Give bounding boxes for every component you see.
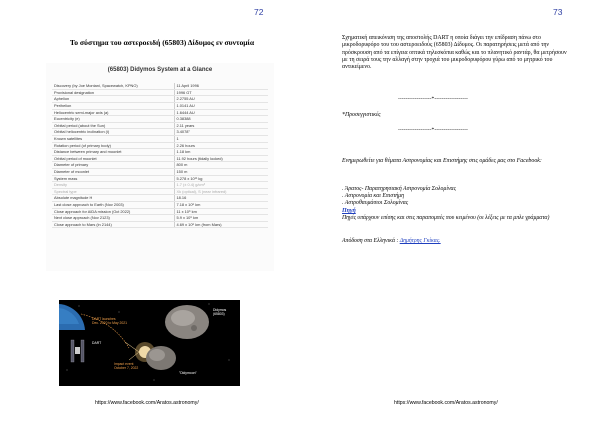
fact-row xyxy=(52,142,268,149)
fact-value: 4.69 x 10⁶ km (from Mars) xyxy=(174,221,268,228)
fact-value: 5.9 x 10⁶ km xyxy=(174,215,268,222)
group-item: . Αστρονομία και Επιστήμη xyxy=(342,193,404,200)
didymos-fact-sheet xyxy=(46,63,274,271)
fact-label: Orbital period of moonlet xyxy=(52,155,174,162)
group-item: . Αστροθαυμάσιοι Σολομίνας xyxy=(342,200,409,207)
fact-table xyxy=(52,83,268,228)
fact-label: Density xyxy=(52,182,174,189)
source-heading[interactable]: Πηγή xyxy=(342,208,356,214)
page-title: Το σύστημα του αστεροειδή (65803) Δίδυμος εν συντομία xyxy=(69,38,255,47)
fact-row xyxy=(52,188,268,195)
fact-value: 3.4078° xyxy=(174,129,268,136)
translation-credit xyxy=(342,238,441,244)
fact-label: Rotation period (of primary body) xyxy=(52,142,174,149)
fact-value: 18.16 xyxy=(174,195,268,202)
group-list xyxy=(342,186,456,208)
fact-row xyxy=(52,201,268,208)
fact-label: Provisional designation xyxy=(52,89,174,96)
fact-row xyxy=(52,182,268,189)
fact-label: Known satellites xyxy=(52,136,174,143)
fact-row xyxy=(52,103,268,110)
fact-sheet-title: (65803) Didymos System at a Glance xyxy=(107,67,213,73)
fact-row xyxy=(52,215,268,222)
fact-label: Close approach to Mars (in 2144) xyxy=(52,221,174,228)
fact-row xyxy=(52,175,268,182)
label-dart-launch: DART launches Dec. 2020 to May 2021 xyxy=(92,317,128,325)
fact-value: 1.7 (± 0.4) g/cm³ xyxy=(174,182,268,189)
footnote: *Προσεγγιστικές xyxy=(342,112,381,118)
fact-row xyxy=(52,195,268,202)
fact-label: Diameter of moonlet xyxy=(52,168,174,175)
fact-value: 1.18 km xyxy=(174,149,268,156)
fact-label: Discovery (by Joe Montani, Spacewatch, KPNO) xyxy=(52,83,174,89)
fact-label: Spectral type xyxy=(52,188,174,195)
fact-value: 7.18 x 10⁶ km xyxy=(174,201,268,208)
fact-value: 0.38388 xyxy=(174,116,268,123)
fact-label: Distance between primary and moonlet xyxy=(52,149,174,156)
fact-label: Last close approach to Earth (Nov 2003) xyxy=(52,201,174,208)
fact-row xyxy=(52,116,268,123)
separator: ------------------*------------------ xyxy=(398,96,468,102)
caption-paragraph: Σχηματική απεικόνιση της αποστολής DART η οποία διάγει την επίδραση πάνω στο μικροδορυφόρο του του αστεροειδούς (65803) Δίδυμος. Οι παρατηρήσεις μετά από την πρόσκρουση από τα επίγεια οπτικά τηλεσκόπια καθώς και το πλανητικό ραντάρ, θα μετρήσουν με τη σειρά τους την αλλαγή στην τροχιά του μικροδορυφόρου γύρω από το μητρικό του αντικείμενο. xyxy=(342,35,567,71)
fact-label: Close approach for AIDA mission (Oct 2022) xyxy=(52,208,174,215)
translator-link[interactable]: Δημήτρης Γκίκας. xyxy=(399,238,441,244)
fact-row xyxy=(52,208,268,215)
fact-row xyxy=(52,168,268,175)
fact-label: Next close approach (Nov 2123) xyxy=(52,215,174,222)
translation-prefix: Απόδοση στα Ελληνικά : xyxy=(342,238,400,244)
fact-label: System mass xyxy=(52,175,174,182)
fact-value: 2.2755 AU xyxy=(174,96,268,103)
fact-value: 1.0141 AU xyxy=(174,103,268,110)
fact-value: 800 m xyxy=(174,162,268,169)
fact-label: Orbital heliocentric inclination (i) xyxy=(52,129,174,136)
fact-row xyxy=(52,162,268,169)
footer-link[interactable]: https://www.facebook.com/Aratos.astronomy/ xyxy=(95,400,199,406)
fact-label: Absolute magnitude H xyxy=(52,195,174,202)
label-dart: DART xyxy=(92,341,102,345)
fact-label: Aphelion xyxy=(52,96,174,103)
fact-label: Perihelion xyxy=(52,103,174,110)
fact-value: 5.278 x 10¹¹ kg xyxy=(174,175,268,182)
fact-row xyxy=(52,136,268,143)
label-didymos: Didymos (65803) xyxy=(213,308,227,316)
source-text: Πηγές υπάρχουν επίσης και στις παραπομπές που κειμένου (οι λέξεις με τα μπλε γράμματα) xyxy=(342,215,550,221)
fact-label: Eccentricity (e) xyxy=(52,116,174,123)
fact-label: Diameter of primary xyxy=(52,162,174,169)
fact-row xyxy=(52,149,268,156)
fact-row xyxy=(52,122,268,129)
footer-link[interactable]: https://www.facebook.com/Aratos.astronomy/ xyxy=(394,400,498,406)
separator: ------------------*------------------ xyxy=(398,127,468,133)
fact-value: 11 x 10⁶ km xyxy=(174,208,268,215)
fact-row xyxy=(52,129,268,136)
fact-row xyxy=(52,96,268,103)
fact-label: Heliocentric semi-major axis (a) xyxy=(52,109,174,116)
label-impact: Impact event October 7, 2022 xyxy=(114,362,139,370)
fact-value: 1 xyxy=(174,136,268,143)
fact-row xyxy=(52,89,268,96)
page-number: 72 xyxy=(254,7,264,17)
fact-row xyxy=(52,221,268,228)
fact-row xyxy=(52,109,268,116)
fact-value: 11 April 1996 xyxy=(174,83,268,89)
group-item: . Άρατος- Παρατηρησιακή Αστρονομία Σολομίνας xyxy=(342,186,456,192)
fact-row xyxy=(52,155,268,162)
fact-value: 11.92 hours (tidally locked) xyxy=(174,155,268,162)
fact-label: Orbital period (about the Sun) xyxy=(52,122,174,129)
fact-value: 2.26 hours xyxy=(174,142,268,149)
fact-value: 1996 GT xyxy=(174,89,268,96)
fact-value: 1.6444 AU xyxy=(174,109,268,116)
page-number: 73 xyxy=(553,7,563,17)
right-page xyxy=(300,0,600,424)
fact-value: 2.11 years xyxy=(174,122,268,129)
label-didymoon: "Didymoon" xyxy=(179,371,197,375)
dart-mission-illustration xyxy=(59,300,240,386)
facebook-invite: Ενημερωθείτε για θέματα Αστρονομίας και Επιστήμης στις ομάδες μας στο Facebook: xyxy=(342,158,542,164)
fact-value: Xk (optical), S (near infrared) xyxy=(174,188,268,195)
fact-value: 150 m xyxy=(174,168,268,175)
